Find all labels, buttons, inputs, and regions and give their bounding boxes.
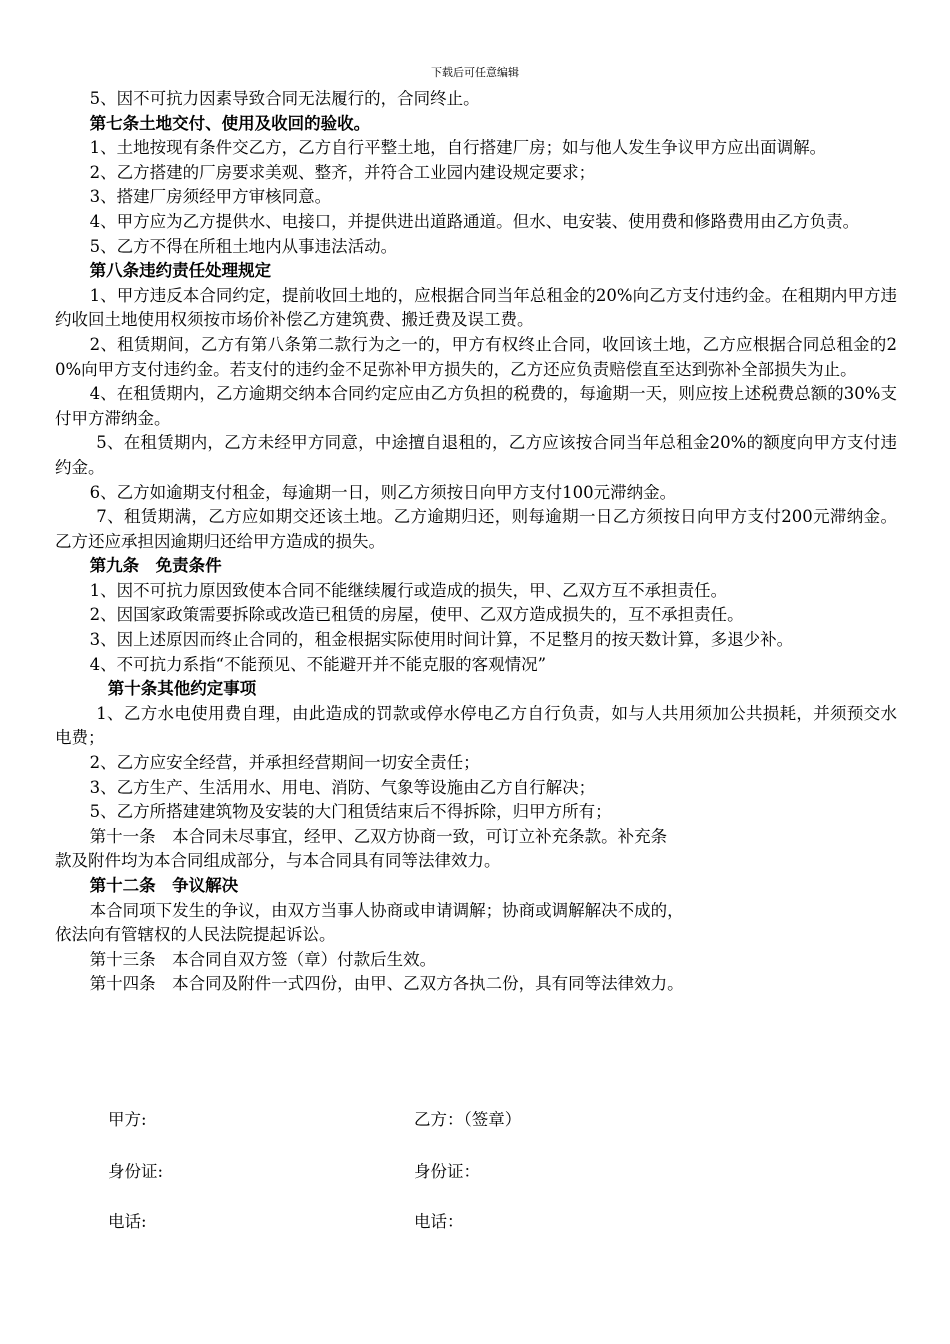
- paragraph: 4、甲方应为乙方提供水、电接口，并提供进出道路通道。但水、电安装、使用费和修路费用由乙方负责。: [89, 211, 860, 231]
- paragraph: 1、因不可抗力原因致使本合同不能继续履行或造成的损失，甲、乙双方互不承担责任。: [89, 580, 728, 600]
- paragraph: 4、不可抗力系指“不能预见、不能避开并不能克服的客观情况”: [89, 654, 547, 674]
- paragraph: 5、乙方所搭建建筑物及安装的大门租赁结束后不得拆除，归甲方所有；: [89, 802, 612, 822]
- paragraph: 1、甲方违反本合同约定，提前收回土地的，应根据合同当年总租金的20%向乙方支付违约金。在租期内甲方违约收回土地使用权须按市场价补偿乙方建筑费、搬迁费及误工费。: [55, 285, 897, 330]
- section-heading: 第九条 免责条件: [89, 556, 222, 576]
- page-header: 下载后可任意编辑: [431, 66, 519, 79]
- paragraph: 第十一条 本合同未尽事宜，经甲、乙双方协商一致，可订立补充条款。补充条: [89, 826, 668, 846]
- paragraph-continuation: 款及附件均为本合同组成部分，与本合同具有同等法律效力。: [55, 851, 501, 871]
- section-heading: 第十条其他约定事项: [107, 679, 257, 699]
- party-a-label: 甲方:: [108, 1110, 147, 1129]
- paragraph: 1、乙方水电使用费自理，由此造成的罚款或停水停电乙方自行负责，如与人共用须加公共损耗，并须预交水电费；: [55, 703, 897, 748]
- paragraph: 第十四条 本合同及附件一式四份，由甲、乙双方各执二份，具有同等法律效力。: [89, 974, 684, 994]
- paragraph: 2、租赁期间，乙方有第八条第二款行为之一的，甲方有权终止合同，收回该土地，乙方应根据合同总租金的2 0%向甲方支付违约金。若支付的违约金不足弥补甲方损失的，乙方还应负责赔偿直至达到弥补全部损失为止。: [55, 334, 897, 379]
- id-b-label: 身份证：: [414, 1162, 480, 1181]
- paragraph: 3、乙方生产、生活用水、用电、消防、气象等设施由乙方自行解决；: [89, 777, 596, 797]
- paragraph: 7、租赁期满，乙方应如期交还该土地。乙方逾期归还，则每逾期一日乙方须按日向甲方支付200元滞纳金。乙方还应承担因逾期归还给甲方造成的损失。: [55, 507, 897, 551]
- paragraph: 5、在租赁期内，乙方未经甲方同意，中途擅自退租的，乙方应该按合同当年总租金20%的额度向甲方支付违约金。: [55, 433, 897, 477]
- paragraph: 5、乙方不得在所租土地内从事违法活动。: [89, 236, 398, 256]
- paragraph: 本合同项下发生的争议，由双方当事人协商或申请调解；协商或调解解决不成的，: [89, 900, 684, 920]
- paragraph: 第十三条 本合同自双方签（章）付款后生效。: [89, 949, 437, 969]
- paragraph: 1、土地按现有条件交乙方，乙方自行平整土地，自行搭建厂房；如与他人发生争议甲方应出面调解。: [89, 138, 827, 158]
- party-b-label: 乙方：（签章）: [414, 1110, 522, 1129]
- paragraph: 4、在租赁期内，乙方逾期交纳本合同约定应由乙方负担的税费的，每逾期一天，则应按上述税费总额的30%支付甲方滞纳金。: [55, 384, 897, 428]
- section-heading: 第八条违约责任处理规定: [89, 261, 272, 281]
- paragraph: 6、乙方如逾期支付租金，每逾期一日，则乙方须按日向甲方支付100元滞纳金。: [89, 482, 677, 502]
- phone-a-label: 电话:: [108, 1212, 147, 1231]
- paragraph: 2、乙方搭建的厂房要求美观、整齐，并符合工业园内建设规定要求；: [89, 162, 596, 182]
- paragraph: 5、因不可抗力因素导致合同无法履行的，合同终止。: [89, 89, 480, 108]
- id-a-label: 身份证:: [108, 1162, 164, 1181]
- section-heading: 第七条土地交付、使用及收回的验收。: [89, 113, 371, 133]
- phone-b-label: 电话：: [414, 1212, 464, 1231]
- contract-body: [55, 87, 897, 997]
- paragraph-continuation: 依法向有管辖权的人民法院提起诉讼。: [55, 925, 336, 945]
- paragraph: 2、乙方应安全经营，并承担经营期间一切安全责任；: [89, 753, 480, 773]
- paragraph: 2、因国家政策需要拆除或改造已租赁的房屋，使甲、乙双方造成损失的，互不承担责任。: [89, 605, 744, 625]
- paragraph: 3、搭建厂房须经甲方审核同意。: [89, 187, 332, 207]
- paragraph: 3、因上述原因而终止合同的，租金根据实际使用时间计算，不足整月的按天数计算，多退少补。: [89, 630, 794, 650]
- section-heading: 第十二条 争议解决: [89, 876, 239, 895]
